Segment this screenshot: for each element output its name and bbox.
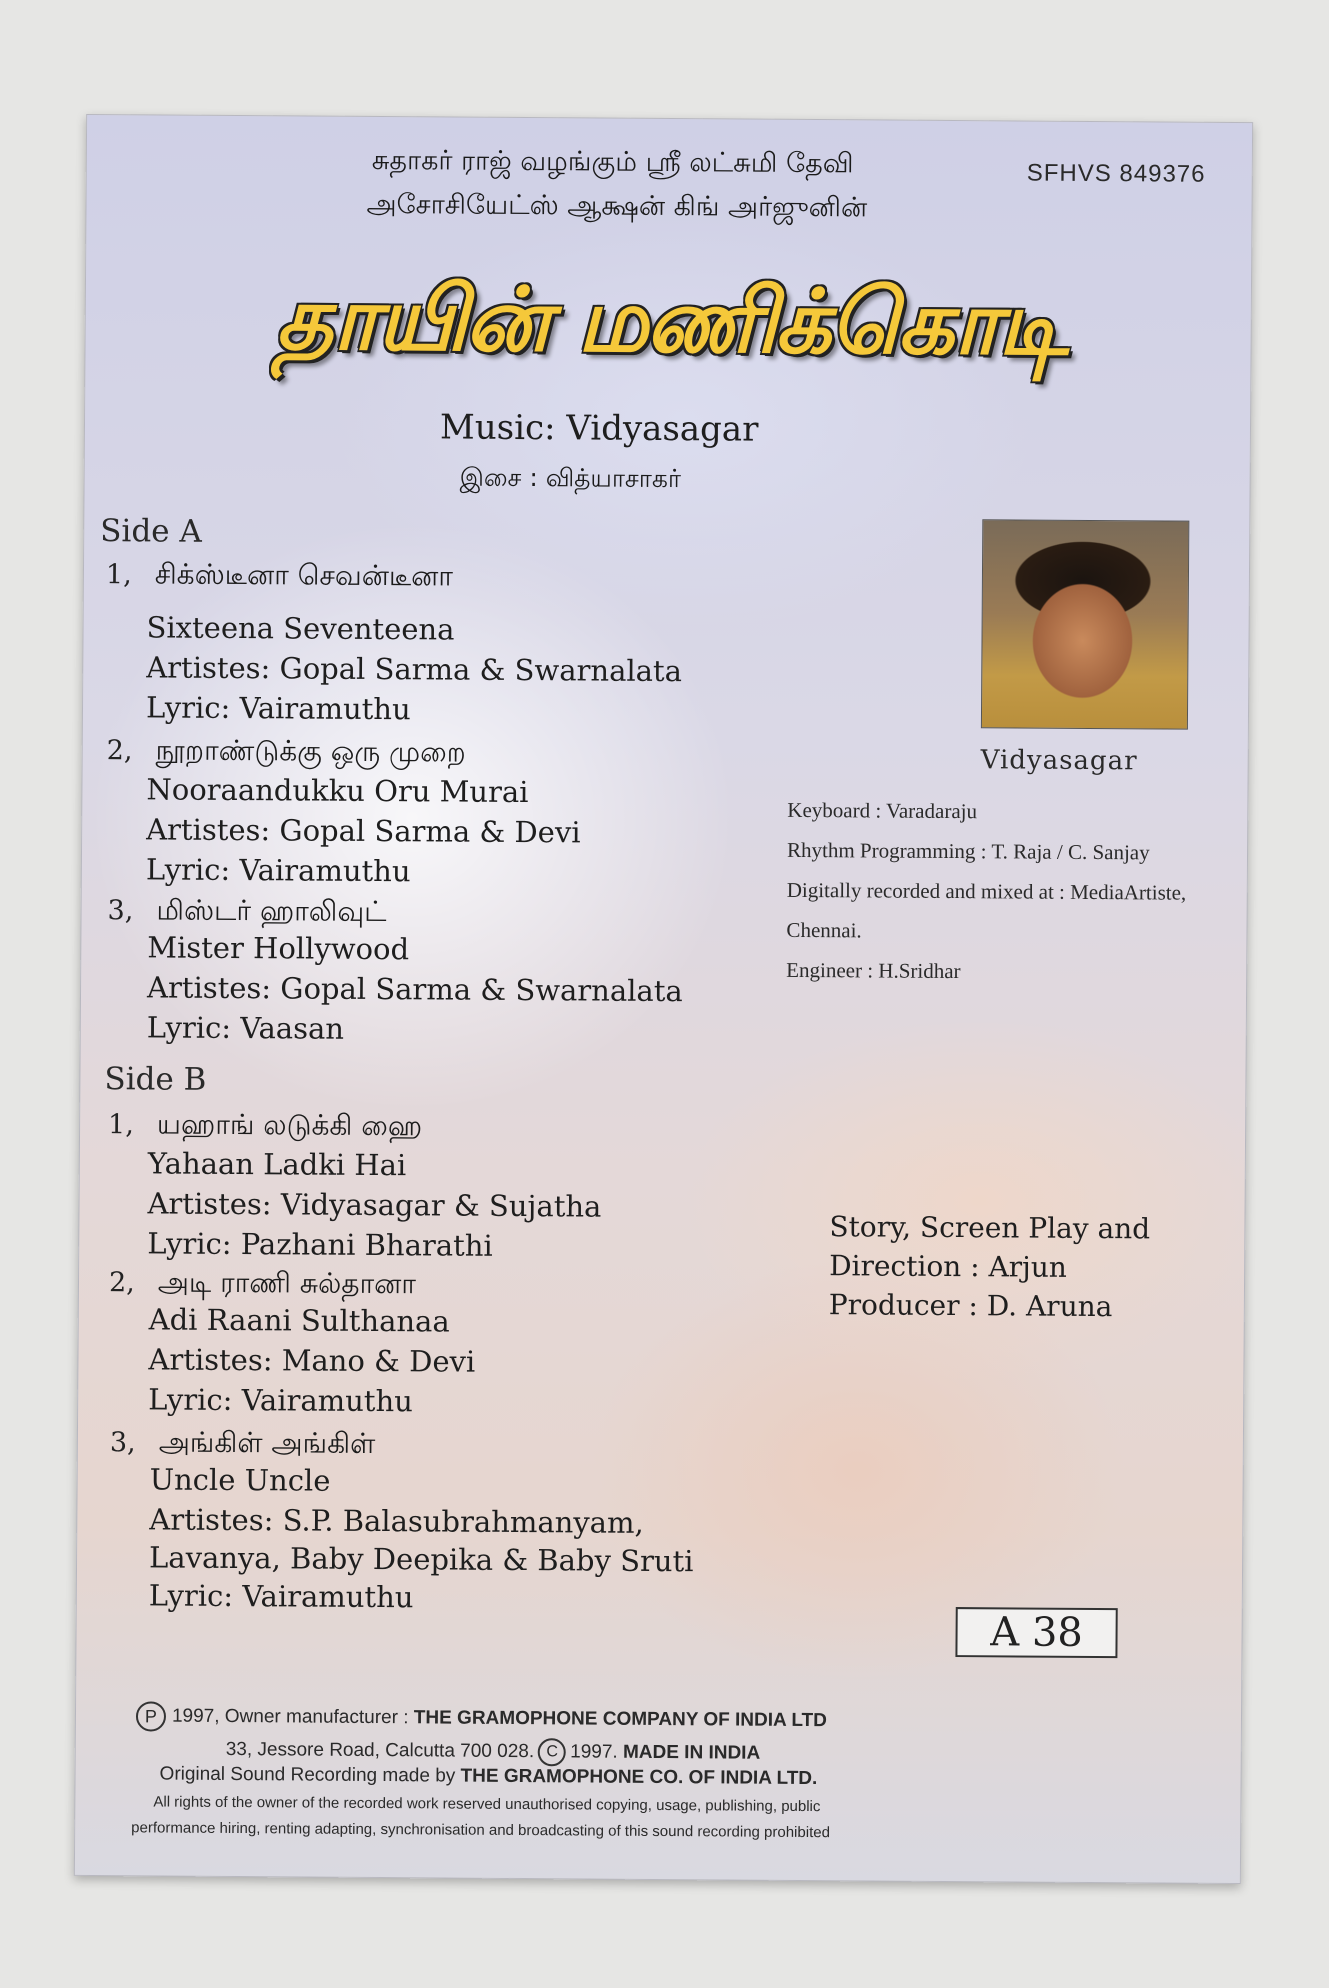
track-title-tamil: அங்கிள் அங்கிள் — [158, 1425, 376, 1460]
legal-line-3 — [159, 1764, 817, 1791]
side-a-track-3 — [107, 893, 386, 932]
legal-recording-company: THE GRAMOPHONE CO. OF INDIA LTD. — [460, 1765, 818, 1790]
made-in-india: MADE IN INDIA — [622, 1741, 761, 1764]
side-b-track-2 — [109, 1265, 416, 1304]
track-lyric: Lyric: Vairamuthu — [148, 1578, 414, 1615]
film-title-logo: தாயின் மணிக்கொடி — [275, 266, 1067, 375]
track-number: 1, — [105, 559, 132, 591]
recording-credit-city: Chennai. — [786, 917, 862, 943]
track-artists-continued: Lavanya, Baby Deepika & Baby Sruti — [148, 1540, 694, 1579]
catalog-number: SFHVS 849376 — [1026, 159, 1206, 188]
keyboard-credit: Keyboard : Varadaraju — [787, 797, 978, 824]
track-title-tamil: மிஸ்டர் ஹாலிவுட் — [156, 893, 387, 929]
side-a-track-2 — [107, 733, 466, 773]
tamil-associates-line: அசோசியேட்ஸ் ஆக்ஷன் கிங் அர்ஜுனின் — [366, 188, 868, 224]
legal-recording: Original Sound Recording made by — [159, 1763, 461, 1787]
track-number: 3, — [107, 895, 134, 927]
legal-company: THE GRAMOPHONE COMPANY OF INDIA LTD — [413, 1707, 827, 1732]
recording-credit: Digitally recorded and mixed at : MediaArtiste, — [786, 877, 1187, 905]
track-artists: Artistes: Gopal Sarma & Swarnalata — [146, 970, 683, 1009]
track-lyric: Lyric: Vairamuthu — [145, 852, 411, 889]
track-number: 2, — [106, 735, 133, 767]
legal-address: 33, Jessore Road, Calcutta 700 028. — [225, 1738, 535, 1763]
copyright-symbol: C — [538, 1738, 566, 1766]
track-title-tamil: யஹாங் லடுக்கி ஹை — [156, 1107, 423, 1143]
track-lyric: Lyric: Pazhani Bharathi — [147, 1226, 493, 1263]
side-b-track-1 — [108, 1107, 422, 1146]
tamil-presenter-line: சுதாகர் ராஜ் வழங்கும் ஸ்ரீ லட்சுமி தேவி — [371, 144, 854, 180]
track-number: 1, — [108, 1109, 134, 1141]
track-title-tamil: அடி ராணி சுல்தானா — [157, 1265, 417, 1301]
box-code-label: A 38 — [955, 1607, 1117, 1658]
rhythm-credit: Rhythm Programming : T. Raja / C. Sanjay — [786, 837, 1150, 865]
engineer-credit: Engineer : H.Sridhar — [786, 957, 961, 984]
track-artists: Artistes: Vidyasagar & Sujatha — [147, 1186, 602, 1224]
track-title: Adi Raani Sulthanaa — [148, 1302, 450, 1339]
track-title: Uncle Uncle — [149, 1462, 331, 1498]
side-a-label: Side A — [100, 513, 202, 550]
side-b-track-3 — [110, 1425, 376, 1464]
phonogram-symbol: P — [136, 1701, 166, 1731]
composer-photo — [981, 519, 1189, 729]
track-number: 3, — [109, 1427, 136, 1459]
side-b-label: Side B — [104, 1061, 207, 1098]
track-artists: Artistes: Mano & Devi — [148, 1342, 476, 1379]
music-credit: Music: Vidyasagar — [439, 407, 759, 450]
legal-year-owner: 1997, Owner manufacturer : — [171, 1705, 414, 1729]
music-credit-tamil: இசை : வித்யாசாகர் — [459, 462, 682, 494]
direction-credit: Direction : Arjun — [829, 1249, 1067, 1284]
track-lyric: Lyric: Vaasan — [146, 1010, 345, 1046]
track-artists: Artistes: Gopal Sarma & Devi — [146, 812, 581, 850]
legal-line-2 — [226, 1736, 761, 1768]
composer-photo-caption: Vidyasagar — [980, 745, 1138, 777]
story-credit: Story, Screen Play and — [829, 1210, 1151, 1246]
side-a-track-1 — [106, 557, 453, 596]
track-number: 2, — [108, 1267, 135, 1299]
track-lyric: Lyric: Vairamuthu — [148, 1382, 413, 1419]
legal-rights-line-2: performance hiring, renting adapting, synchronisation and broadcasting of this sound recording prohibited — [131, 1819, 831, 1842]
track-lyric: Lyric: Vairamuthu — [145, 690, 411, 727]
track-title: Mister Hollywood — [147, 930, 410, 967]
legal-copyright-year: 1997. — [570, 1741, 618, 1763]
producer-credit: Producer : D. Aruna — [828, 1288, 1113, 1324]
track-title: Nooraandukku Oru Murai — [146, 772, 529, 810]
cassette-inlay-card — [74, 114, 1253, 1884]
legal-line-1 — [136, 1701, 827, 1736]
track-artists: Artistes: S.P. Balasubrahmanyam, — [149, 1502, 644, 1540]
track-title-tamil: சிக்ஸ்டீனா செவன்டீனா — [154, 557, 454, 593]
track-title: Sixteena Seventeena — [146, 610, 455, 647]
track-artists: Artistes: Gopal Sarma & Swarnalata — [146, 650, 683, 689]
track-title-tamil: நூறாண்டுக்கு ஒரு முறை — [155, 733, 466, 769]
legal-rights-line-1: All rights of the owner of the recorded work reserved unauthorised copying, usage, publishing, public — [153, 1793, 821, 1816]
track-title: Yahaan Ladki Hai — [147, 1146, 407, 1183]
